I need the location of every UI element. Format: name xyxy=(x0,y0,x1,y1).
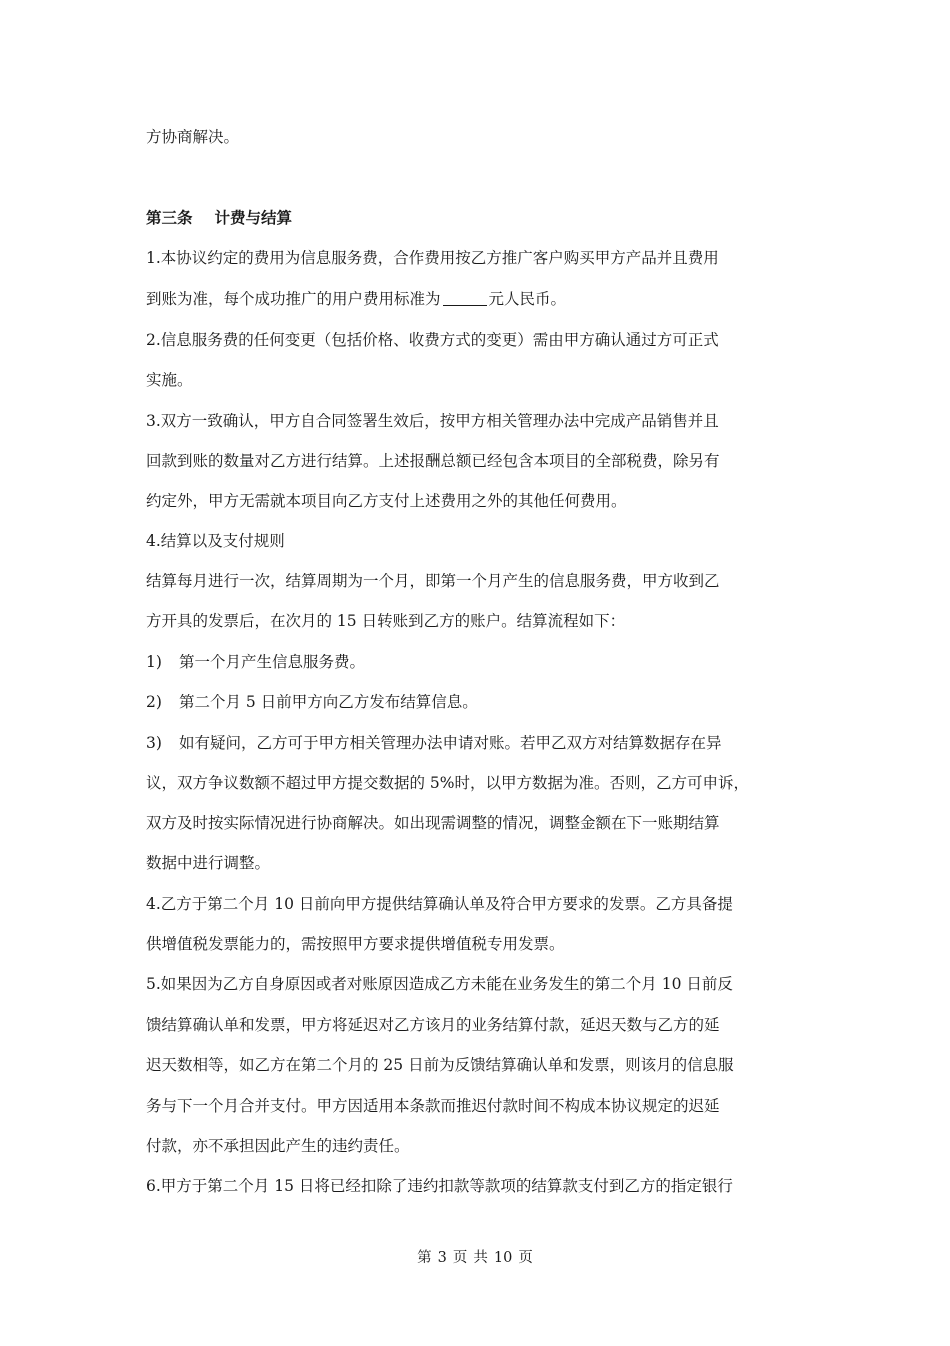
paragraph-line: 5.如果因为乙方自身原因或者对账原因造成乙方未能在业务发生的第二个月 10 日前反 xyxy=(146,975,733,993)
paragraph-line: 3.双方一致确认，甲方自合同签署生效后，按甲方相关管理办法中完成产品销售并且 xyxy=(146,412,719,430)
footer-text: 页 xyxy=(452,1250,468,1266)
footer-text: 页 xyxy=(518,1250,533,1266)
paragraph-line: 4.结算以及支付规则 xyxy=(146,532,285,550)
list-number: 1) xyxy=(146,653,162,671)
paragraph-line xyxy=(146,288,566,310)
paragraph-line: 1.本协议约定的费用为信息服务费，合作费用按乙方推广客户购买甲方产品并且费用 xyxy=(146,249,719,267)
list-number: 3) xyxy=(146,734,162,752)
footer-text: 第 xyxy=(417,1250,432,1266)
section-number: 第三条 xyxy=(146,208,193,227)
list-item xyxy=(146,732,722,754)
paragraph-line: 付款，亦不承担因此产生的违约责任。 xyxy=(146,1137,410,1155)
paragraph-line: 迟天数相等，如乙方在第二个月的 25 日前为反馈结算确认单和发票，则该月的信息服 xyxy=(146,1056,734,1074)
paragraph-line: 双方及时按实际情况进行协商解决。如出现需调整的情况，调整金额在下一账期结算 xyxy=(146,814,720,832)
paragraph-line: 实施。 xyxy=(146,371,193,389)
list-number: 2) xyxy=(146,693,162,711)
list-text: 如有疑问，乙方可于甲方相关管理办法申请对账。若甲乙双方对结算数据存在异 xyxy=(179,734,722,752)
paragraph-line: 约定外，甲方无需就本项目向乙方支付上述费用之外的其他任何费用。 xyxy=(146,492,627,510)
list-text: 第二个月 5 日前甲方向乙方发布结算信息。 xyxy=(179,693,478,711)
paragraph-line: 结算每月进行一次，结算周期为一个月，即第一个月产生的信息服务费，甲方收到乙 xyxy=(146,572,720,590)
paragraph-line: 务与下一个月合并支付。甲方因适用本条款而推迟付款时间不构成本协议规定的迟延 xyxy=(146,1097,720,1115)
paragraph-line: 供增值税发票能力的，需按照甲方要求提供增值税专用发票。 xyxy=(146,935,565,953)
list-text: 第一个月产生信息服务费。 xyxy=(179,653,366,671)
paragraph-line: 议，双方争议数额不超过甲方提交数据的 5%时，以甲方数据为准。否则，乙方可申诉， xyxy=(146,774,750,792)
section-heading xyxy=(146,207,292,229)
line-text: 到账为准，每个成功推广的用户费用标准为 xyxy=(146,290,441,308)
section-title: 计费与结算 xyxy=(214,208,293,227)
paragraph-line: 数据中进行调整。 xyxy=(146,854,271,872)
list-item xyxy=(146,691,478,713)
paragraph-line: 馈结算确认单和发票，甲方将延迟对乙方该月的业务结算付款，延迟天数与乙方的延 xyxy=(146,1016,720,1034)
current-page-number: 3 xyxy=(437,1250,447,1266)
footer-text: 共 xyxy=(473,1250,488,1266)
paragraph-line: 回款到账的数量对乙方进行结算。上述报酬总额已经包含本项目的全部税费，除另有 xyxy=(146,452,720,470)
paragraph-line: 6.甲方于第二个月 15 日将已经扣除了违约扣款等款项的结算款支付到乙方的指定银行 xyxy=(146,1177,733,1195)
paragraph-line: 方开具的发票后，在次月的 15 日转账到乙方的账户。结算流程如下： xyxy=(146,612,626,630)
total-page-count: 10 xyxy=(493,1250,513,1266)
list-item xyxy=(146,651,365,673)
paragraph-line: 2.信息服务费的任何变更（包括价格、收费方式的变更）需由甲方确认通过方可正式 xyxy=(146,331,719,349)
paragraph-line: 方协商解决。 xyxy=(146,128,240,146)
paragraph-line: 4.乙方于第二个月 10 日前向甲方提供结算确认单及符合甲方要求的发票。乙方具备提 xyxy=(146,895,733,913)
line-text: 元人民币。 xyxy=(488,290,567,308)
page-footer xyxy=(0,1248,950,1268)
fill-in-blank xyxy=(443,288,487,306)
